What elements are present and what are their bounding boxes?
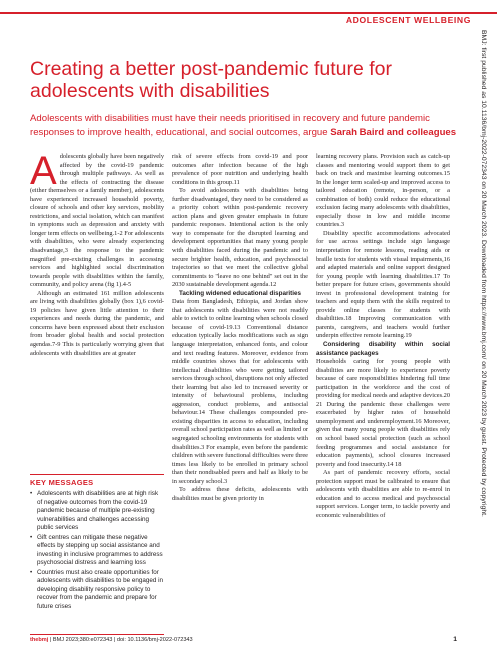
key-message-item: • Gift centres can mitigate these negative effects by stepping up social assistance and investing in inclusive programmes to address psychosocial distress and learning loss (30, 534, 164, 568)
page-number: 1 (453, 636, 457, 643)
col1-p1: dolescents globally have been negatively affected by the covid-19 pandemic through multiple pathways. As well as the effects of contracting the disease (either themselves or a family member), adolescents have experienced increased household poverty, closure of schools and other key services, mobility restrictions, and social isolation, which can manifest in symptoms such as depression and anxiety with longer term effects on wellbeing.1-2 For adolescents with disabilities, who were already experiencing disadvantage,3 the response to the pandemic magnified pre-existing challenges in accessing services and highlighted social discrimination towards people with disabilities within the family, community, and policy arena (fig 1).4-5 (30, 153, 164, 289)
col2-p4: To address these deficits, adolescents with disabilities must be given priority in (172, 486, 308, 502)
column-1 (30, 149, 164, 358)
key-messages-list (30, 490, 164, 611)
section-header-bar (0, 12, 497, 26)
lead-paragraph (30, 149, 164, 290)
key-message-item: • Countries must also create opportunities for adolescents with disabilities to be engaged in developing disability responsive policy to recover from the pandemic and prepare for future crises (30, 569, 164, 612)
key-messages-box (30, 474, 164, 635)
col2-p3: Data from Bangladesh, Ethiopia, and Jordan show that adolescents with disabilities were not readily able to switch to online learning when schools closed because of covid-19.13 Conventional distance education typically lacks modifications such as sign language interpretation, enhanced fonts, and colour and text reading features. Moreover, evidence from middle countries shows that for adolescents with intellectual disabilities who were getting tailored services through school, disruptions not only affected their learning but also led to increased severity or intensity of behavioural problems, including aggression, conduct problems, and antisocial behaviour.14 These challenges compounded pre-existing disparities in access to education, including overall school participation rates as well as limited or segregated schooling environments for students with disabilities.3 For example, even before the pandemic children with severe functional difficulties were three times less likely to be enrolled in primary school than their nondisabled peers and half as likely to be in secondary school.3 (172, 298, 308, 485)
journal-brand: thebmj (30, 637, 49, 643)
key-message-item: • Adolescents with disabilities are at high risk of negative outcomes from the covid-19 pandemic because of multiple pre-existing vulnerabilities and challenges accessing public services (30, 490, 164, 533)
standfirst-text: Adolescents with disabilities must have their needs prioritised in recovery and future pandemic responses to improve health, educational, and social outcomes, argue (30, 113, 430, 138)
col3-p3: Households caring for young people with disabilities are more likely to experience poverty because of care responsibilities hindering full time participation in the workforce and the cost of providing for medical needs and adaptive devices.20 21 During the pandemic these challenges were exacerbated by higher rates of household unemployment and underemployment.16 Moreover, given that many young people with disabilities rely on school based social protection (such as school feeding programmes and social assistance for education payments), school closures increased poverty and food insecurity.14 18 (316, 358, 450, 468)
article-title: Creating a better post-pandemic future for adolescents with disabilities (30, 58, 393, 102)
copyright-side-note (478, 30, 488, 570)
subhead-social-assistance: Considering disability within social assistance packages (316, 341, 450, 357)
key-messages-title: KEY MESSAGES (30, 478, 94, 487)
column-3 (316, 153, 450, 520)
column-2 (172, 153, 308, 503)
col2-p2: To avoid adolescents with disabilities being further disadvantaged, they need to be considered as a priority cohort within post-pandemic recovery action plans and given greater emphasis in future pandemic responses. Intentional action is the only way to compensate for the disrupted learning and development opportunities that many young people with disabilities faced during the pandemic and to secure brighter health, education, and psychosocial trajectories so that we meet the collective global commitments to "leave no one behind" set out in the 2030 sustainable development agenda.12 (172, 187, 308, 289)
subhead-educational-disparities: Tackling widened educational disparities (179, 289, 302, 297)
standfirst (30, 112, 458, 139)
col3-p2: Disability specific accommodations advocated for use across settings include sign language interpretation for remote lessons, reading aids or braille texts for students with visual impairments,16 and adapted materials and online support designed for young people with learning disabilities.17 To better prepare for future crises, governments should invest in professional development training for teachers and equip them with the skills required to provide online classes for students with disabilities.18 Improving communication with parents, caregivers, and teachers would further underpin effective remote learning.19 (316, 229, 450, 340)
copyright-side-text: BMJ: first published as 10.1136/bmj-2022-072343 on 20 March 2023. Downloaded from https://www.bmj.com/ on 20 March 2023 by guest. Protected by copyright. (480, 30, 487, 517)
col3-p4: As part of pandemic recovery efforts, social protection support must be calibrated to ensure that adolescents with disabilities are able to re-enrol in education and to access medical and psychosocial support services. Longer term, to tackle poverty and economic vulnerabilities of (316, 469, 450, 519)
footer-citation (30, 637, 193, 643)
col3-p1: learning recovery plans. Provision such as catch-up classes and mentoring would support them to get back on track and maximise learning outcomes.15 In the longer term scaled-up and improved access to tailored education (remote, in-person, or a combination of both) could reduce the educational exclusion facing many adolescents with disabilities, especially those in low and middle income countries.3 (316, 153, 450, 229)
authors: Sarah Baird and colleagues (330, 126, 457, 138)
col1-p2: Although an estimated 161 million adolescents are living with disabilities globally (box 1),6 covid-19 policies have given little attention to their experiences and needs during the pandemic, and concerns have been expressed about their exclusion from broader global health and social protection agendas.7-9 This is particularly worrying given that adolescents with disabilities are at greater (30, 289, 164, 357)
section-label: ADOLESCENT WELLBEING (345, 15, 471, 25)
drop-cap: A (30, 149, 57, 193)
citation-text: | BMJ 2023;380:e072343 | doi: 10.1136/bmj-2022-072343 (48, 637, 193, 643)
col2-p1: risk of severe effects from covid-19 and poor outcomes after infection because of the high prevalence of poor nutrition and underlying health conditions in this group.11 (172, 153, 308, 186)
